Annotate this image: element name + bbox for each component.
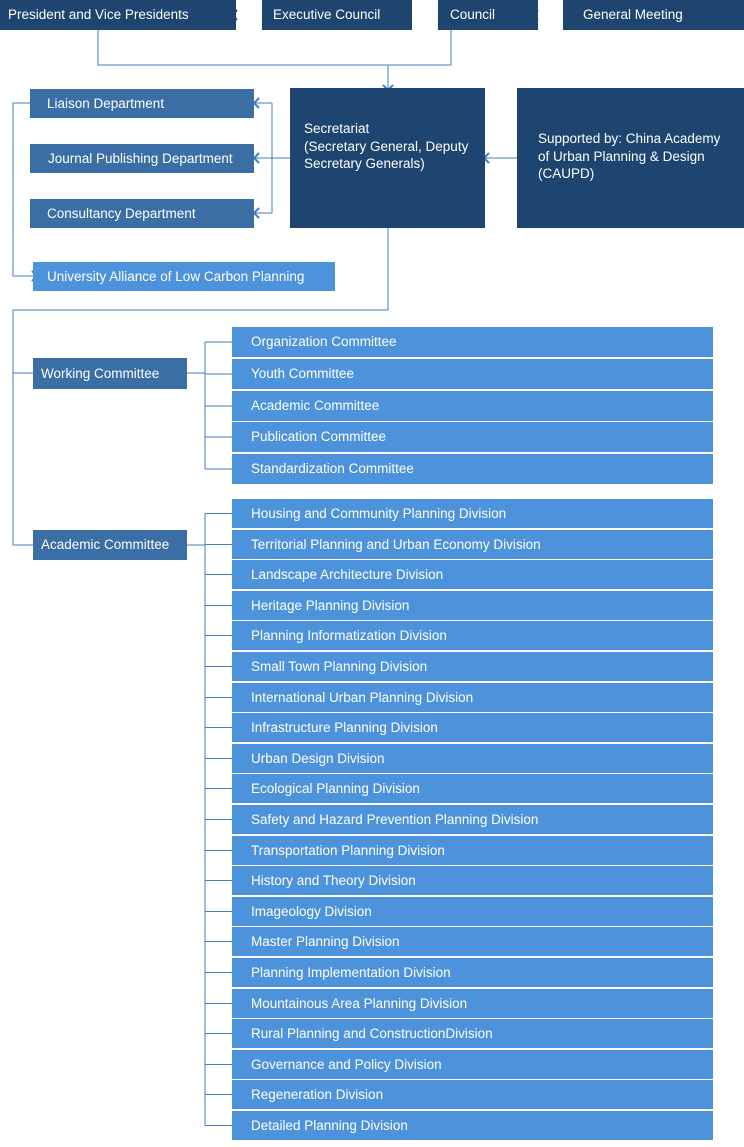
academic-division-item-urban-design-division: [232, 744, 713, 773]
academic-division-item-label: Territorial Planning and Urban Economy Division: [251, 536, 541, 552]
journal-publishing-department-label: Journal Publishing Department: [48, 150, 233, 166]
executive-council-box: [262, 0, 412, 30]
working-committee-item-label: Publication Committee: [251, 429, 387, 445]
alliance-line: [13, 103, 33, 276]
academic-division-item-ecological-planning-division: [232, 774, 713, 803]
working-committee-item-label: Standardization Committee: [251, 461, 414, 477]
academic-division-item-territorial-planning-and-urban-economy-division: [232, 530, 713, 559]
council-label: Council: [450, 7, 496, 23]
academic-division-item-label: Landscape Architecture Division: [251, 566, 444, 582]
academic-division-item-master-planning-division: [232, 927, 713, 956]
academic-division-item-label: Ecological Planning Division: [251, 780, 420, 796]
academic-division-item-label: Urban Design Division: [251, 750, 385, 766]
academic-division-item-imageology-division: [232, 897, 713, 926]
president-box: [0, 0, 236, 30]
working-committee-item-label: Youth Committee: [251, 366, 355, 382]
working-committee-item-standardization-committee: [232, 454, 713, 484]
academic-division-item-label: Safety and Hazard Prevention Planning Division: [251, 811, 539, 827]
working-committee-item-publication-committee: [232, 422, 713, 452]
academic-division-item-rural-planning-and-constructiondivision: [232, 1019, 713, 1048]
academic-division-item-international-urban-planning-division: [232, 683, 713, 712]
academic-committee-label: Academic Committee: [41, 537, 170, 553]
working-committee-box: [33, 358, 187, 389]
academic-division-item-label: International Urban Planning Division: [251, 689, 474, 705]
academic-division-item-label: Mountainous Area Planning Division: [251, 995, 468, 1011]
journal-publishing-department-box: [30, 144, 254, 173]
alliance-label: University Alliance of Low Carbon Planning: [47, 268, 305, 284]
alliance-box: [33, 262, 335, 291]
working-committee-item-label: Organization Committee: [251, 334, 397, 350]
academic-division-item-label: Regeneration Division: [251, 1086, 384, 1102]
liaison-department-box: [30, 89, 254, 118]
academic-division-item-label: History and Theory Division: [251, 872, 416, 888]
consultancy-department-box: [30, 199, 254, 228]
working-committee-label: Working Committee: [41, 365, 160, 381]
academic-division-item-label: Master Planning Division: [251, 933, 400, 949]
academic-division-item-label: Housing and Community Planning Division: [251, 505, 507, 521]
academic-division-item-mountainous-area-planning-division: [232, 989, 713, 1018]
academic-division-item-label: Planning Informatization Division: [251, 627, 447, 643]
general-meeting-label: General Meeting: [583, 7, 683, 23]
academic-division-item-label: Imageology Division: [251, 903, 372, 919]
academic-division-item-heritage-planning-division: [232, 591, 713, 620]
academic-division-item-label: Governance and Policy Division: [251, 1056, 442, 1072]
supported-by-label: Supported by: China Academy of Urban Planning & Design (CAUPD): [538, 131, 721, 182]
academic-division-item-label: Heritage Planning Division: [251, 597, 410, 613]
academic-division-item-transportation-planning-division: [232, 836, 713, 865]
council-box: [438, 0, 538, 30]
liaison-department-label: Liaison Department: [47, 95, 165, 111]
academic-division-item-label: Transportation Planning Division: [251, 842, 445, 858]
supported-by-box: [517, 88, 744, 228]
academic-division-item-governance-and-policy-division: [232, 1050, 713, 1079]
council-to-secretariat-line: [98, 30, 451, 65]
academic-division-item-regeneration-division: [232, 1080, 713, 1109]
academic-division-item-label: Rural Planning and ConstructionDivision: [251, 1025, 493, 1041]
academic-division-item-label: Planning Implementation Division: [251, 964, 451, 980]
secretariat-label: Secretariat (Secretary General, Deputy Secretary Generals): [304, 121, 469, 172]
academic-division-item-safety-and-hazard-prevention-planning-division: [232, 805, 713, 834]
general-meeting-box: [563, 0, 744, 30]
academic-division-item-planning-implementation-division: [232, 958, 713, 987]
executive-council-label: Executive Council: [273, 7, 381, 23]
academic-division-item-history-and-theory-division: [232, 866, 713, 895]
academic-division-item-planning-informatization-division: [232, 621, 713, 650]
academic-division-item-landscape-architecture-division: [232, 560, 713, 589]
academic-division-item-small-town-planning-division: [232, 652, 713, 681]
working-committee-item-youth-committee: [232, 359, 713, 389]
working-committee-item-label: Academic Committee: [251, 398, 380, 414]
academic-division-item-housing-and-community-planning-division: [232, 499, 713, 528]
academic-division-item-label: Infrastructure Planning Division: [251, 719, 438, 735]
working-committee-item-organization-committee: [232, 327, 713, 357]
academic-division-item-label: Small Town Planning Division: [251, 658, 428, 674]
secretariat-box: [290, 88, 485, 228]
academic-division-item-infrastructure-planning-division: [232, 713, 713, 742]
academic-division-item-detailed-planning-division: [232, 1111, 713, 1140]
consultancy-department-label: Consultancy Department: [47, 205, 196, 221]
academic-division-item-label: Detailed Planning Division: [251, 1117, 408, 1133]
academic-committee-box: [33, 530, 187, 560]
working-committee-item-academic-committee: [232, 391, 713, 421]
president-label: President and Vice Presidents: [8, 7, 189, 23]
